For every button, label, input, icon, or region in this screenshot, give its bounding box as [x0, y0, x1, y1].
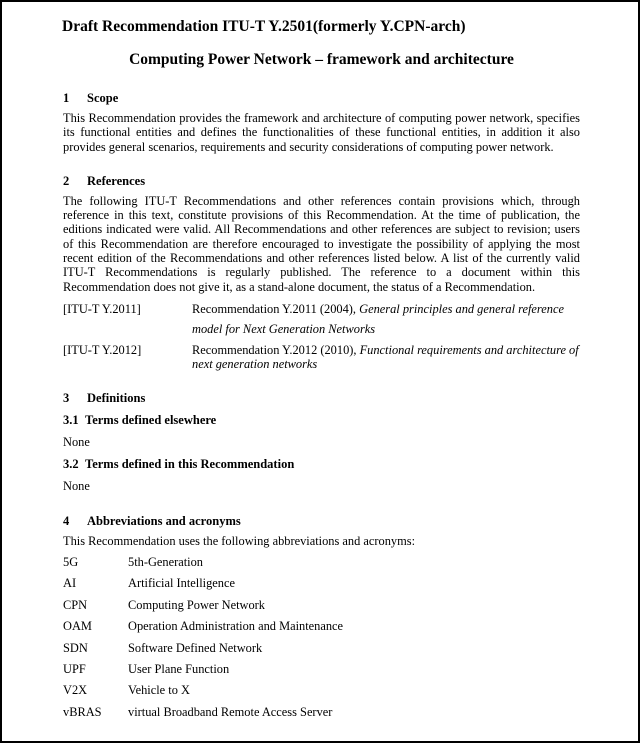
reference-citation: Recommendation Y.2012 (2010),	[192, 342, 360, 357]
abbreviation: vBRAS	[63, 704, 102, 719]
section-title: Abbreviations and acronyms	[87, 513, 241, 528]
section-references-heading	[63, 173, 580, 189]
abbreviation-meaning: virtual Broadband Remote Access Server	[128, 704, 333, 719]
subsection-heading	[63, 456, 580, 472]
abbreviation-meaning: Operation Administration and Maintenance	[128, 619, 344, 634]
abbreviation: UPF	[63, 661, 86, 676]
reference-text	[192, 299, 580, 339]
reference-key: [ITU-T Y.2012]	[63, 342, 142, 357]
abbreviations-intro: This Recommendation uses the following abbreviations and acronyms:	[63, 533, 416, 548]
reference-list	[63, 299, 580, 372]
abbreviation-item	[63, 597, 580, 618]
abbreviation-item	[63, 575, 580, 596]
reference-citation: Recommendation Y.2011 (2004),	[192, 301, 360, 316]
abbreviation: 5G	[63, 554, 79, 569]
document-title: Draft Recommendation ITU-T Y.2501(formerly Y.CPN-arch)	[62, 18, 466, 35]
section-title: Definitions	[87, 390, 146, 405]
reference-text	[192, 343, 580, 372]
section-number: 1	[63, 91, 70, 105]
scope-text: This Recommendation provides the framework and architecture of computing power network, specifies its functional entities and defines the functionalities of these functional entities, in addition it also provides general scenarios, requirements and security considerations of computing power network.	[63, 111, 580, 154]
section-abbreviations-heading	[63, 513, 580, 529]
section-definitions-heading	[63, 390, 580, 406]
abbreviation-item	[63, 661, 580, 682]
abbreviation-item	[63, 704, 580, 725]
reference-item	[63, 299, 580, 339]
abbreviation: AI	[63, 576, 77, 591]
abbreviation-meaning: Vehicle to X	[128, 683, 190, 698]
reference-title: General principles and general reference model for Next Generation Networks	[192, 301, 564, 336]
abbreviation-item	[63, 554, 580, 575]
abbreviation-item	[63, 682, 580, 703]
abbreviation-item	[63, 640, 580, 661]
subsection-title: Terms defined elsewhere	[85, 412, 217, 427]
abbreviation: OAM	[63, 619, 92, 634]
reference-item	[63, 343, 580, 372]
section-title: References	[87, 173, 146, 188]
reference-title: Functional requirements and architecture of next generation networks	[192, 342, 579, 372]
section-number: 4	[63, 513, 70, 528]
subsection-number: 3.1	[63, 412, 79, 427]
section-scope-heading	[63, 90, 580, 106]
abbreviation: SDN	[63, 640, 88, 655]
document-subtitle: Computing Power Network – framework and architecture	[129, 51, 514, 68]
section-title: Scope	[87, 91, 119, 105]
abbreviation-item	[63, 618, 580, 639]
abbreviation-meaning: Software Defined Network	[128, 640, 263, 655]
abbreviation-meaning: Artificial Intelligence	[128, 576, 235, 591]
subsection-number: 3.2	[63, 456, 79, 471]
subsection-text: None	[63, 478, 90, 493]
abbreviation: CPN	[63, 597, 88, 612]
reference-key: [ITU-T Y.2011]	[63, 301, 141, 316]
subsection-title: Terms defined in this Recommendation	[85, 456, 295, 471]
abbreviation-meaning: User Plane Function	[128, 661, 230, 676]
abbreviation-meaning: 5th-Generation	[128, 554, 204, 569]
subsection-heading	[63, 412, 580, 428]
section-number: 2	[63, 173, 70, 188]
references-text: The following ITU-T Recommendations and other references contain provisions which, through reference in this text, constitute provisions of this Recommendation. At the time of publication, the editions indicated were valid. All Recommendations and other references are subject to revision; users of this Recommendation are therefore encouraged to investigate the possibility of applying the most recent edition of the Recommendations and other references listed below. A list of the currently valid ITU-T Recommendations is regularly published. The reference to a document within this Recommendation does not give it, as a stand-alone document, the status of a Recommendation.	[63, 193, 580, 294]
section-number: 3	[63, 390, 70, 405]
abbreviation: V2X	[63, 683, 88, 698]
subsection-text: None	[63, 434, 90, 449]
abbreviation-meaning: Computing Power Network	[128, 597, 265, 612]
abbreviation-list	[63, 554, 580, 725]
